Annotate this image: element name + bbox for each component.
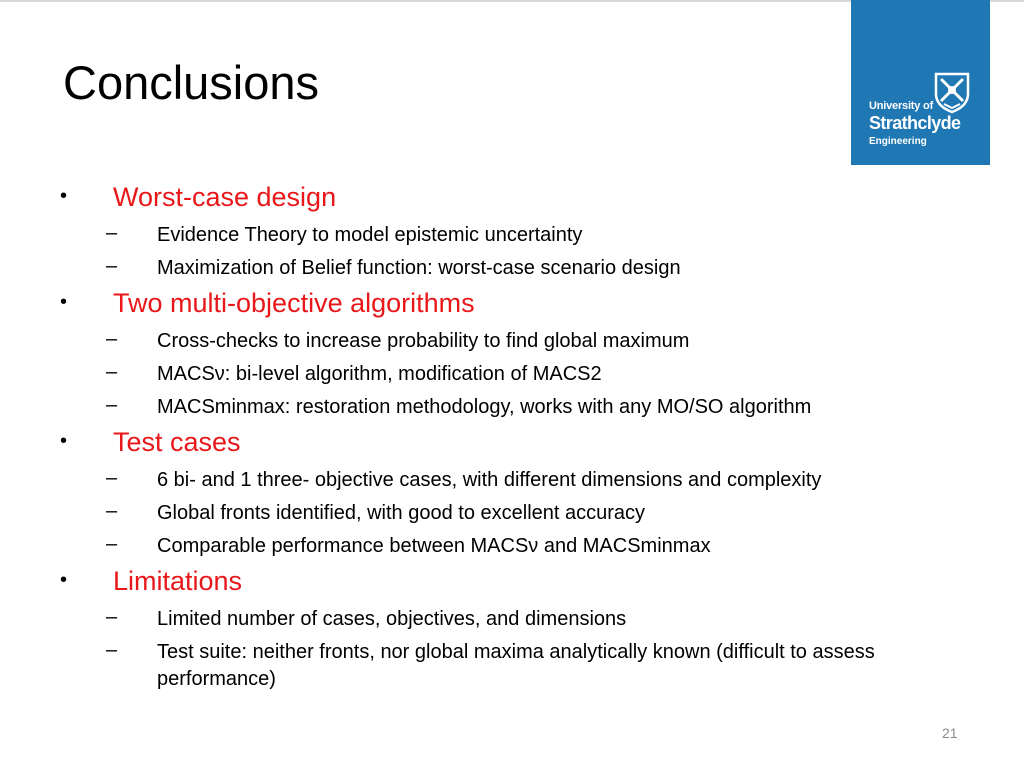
dash-marker: – (106, 500, 118, 522)
bullet-heading: Two multi-objective algorithms (113, 288, 475, 318)
dash-marker: – (106, 467, 118, 489)
dash-marker: – (106, 361, 118, 383)
sub-item-text: Evidence Theory to model epistemic uncertainty (157, 224, 583, 246)
bullet-marker: • (60, 185, 68, 207)
dash-marker: – (106, 255, 118, 277)
sub-item-text: Test suite: neither fronts, nor global maxima analytically known (difficult to assess performance) (157, 641, 875, 690)
sub-item-text: MACSminmax: restoration methodology, works with any MO/SO algorithm (157, 396, 812, 418)
slide-title: Conclusions (63, 56, 320, 109)
page-number: 21 (942, 725, 958, 741)
sub-item-text: Maximization of Belief function: worst-case scenario design (157, 257, 681, 279)
sub-item-text: MACSν: bi-level algorithm, modification of MACS2 (157, 363, 602, 385)
dash-marker: – (106, 394, 118, 416)
logo-text-strathclyde: Strathclyde (869, 113, 961, 133)
dash-marker: – (106, 606, 118, 628)
logo-text-engineering: Engineering (869, 136, 927, 147)
sub-item-text: Comparable performance between MACSν and MACSminmax (157, 535, 711, 557)
dash-marker: – (106, 639, 118, 661)
bullet-marker: • (60, 569, 68, 591)
bullet-heading: Limitations (113, 566, 243, 596)
logo-text-university-of: University of (869, 100, 934, 112)
sub-item-text: Cross-checks to increase probability to find global maximum (157, 330, 690, 352)
sub-item-text: Limited number of cases, objectives, and dimensions (157, 608, 627, 630)
bullet-heading: Test cases (113, 427, 241, 457)
bullet-heading: Worst-case design (113, 182, 337, 212)
bullet-marker: • (60, 430, 68, 452)
bullet-marker: • (60, 291, 68, 313)
dash-marker: – (106, 328, 118, 350)
sub-item-text: 6 bi- and 1 three- objective cases, with different dimensions and complexity (157, 469, 822, 491)
dash-marker: – (106, 222, 118, 244)
dash-marker: – (106, 533, 118, 555)
sub-item-text: Global fronts identified, with good to excellent accuracy (157, 502, 646, 524)
